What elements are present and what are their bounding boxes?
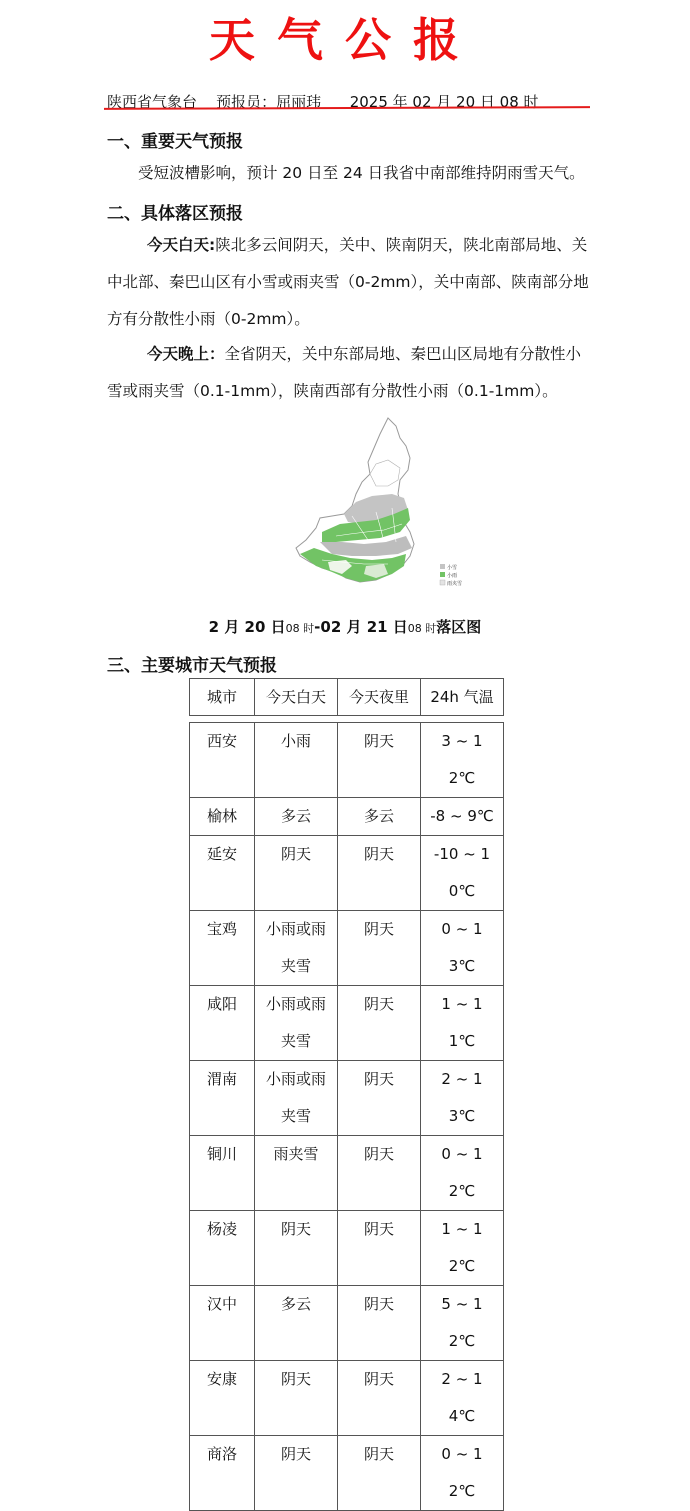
legend-swatch-snow [440,564,445,569]
night-weather-cell [338,1436,421,1511]
day-weather-cell [255,1136,338,1211]
spacer-cell [421,716,504,723]
table-row [190,986,504,1061]
city-cell [190,1211,255,1286]
spacer-cell [338,716,421,723]
forecast-day-paragraph [107,227,592,338]
table-row [190,723,504,798]
day-weather-cell [255,1061,338,1136]
table-row [190,1436,504,1511]
temperature-cell [421,1436,504,1511]
table-row [190,1136,504,1211]
day-weather-cell-text: 阴天 [280,845,311,863]
header-temp: 24h 气温 [421,679,504,716]
table-row [190,1211,504,1286]
city-cell-text: 商洛 [206,1445,237,1463]
caption-part: -02 月 21 日 [314,618,408,636]
night-weather-cell [338,1361,421,1436]
day-weather-cell [255,1211,338,1286]
header-city: 城市 [190,679,255,716]
night-weather-cell [338,1061,421,1136]
forecast-day-label: 今天白天: [147,236,216,254]
table-spacer-row [190,716,504,723]
day-weather-cell [255,1361,338,1436]
temperature-cell [421,1361,504,1436]
night-weather-cell-text: 阴天 [363,1445,394,1463]
legend-label-snow: 小雪 [447,565,458,571]
temperature-cell-text: -10 ~ 10℃ [433,845,491,900]
night-weather-cell-text: 多云 [363,807,394,825]
day-weather-cell [255,1286,338,1361]
city-cell [190,986,255,1061]
night-weather-cell-text: 阴天 [363,732,394,750]
day-weather-cell [255,836,338,911]
city-cell-text: 延安 [206,845,237,863]
temperature-cell [421,723,504,798]
night-weather-cell [338,1286,421,1361]
issuer-forecaster: 预报员：屈丽玮 [216,93,322,111]
city-cell-text: 渭南 [206,1070,237,1088]
issuer-org: 陕西省气象台 [107,93,198,111]
day-weather-cell-text: 阴天 [280,1220,311,1238]
city-cell-text: 咸阳 [206,995,237,1013]
table-row [190,1061,504,1136]
city-cell-text: 宝鸡 [206,920,237,938]
map-caption [0,616,690,637]
city-cell-text: 汉中 [206,1295,237,1313]
forecast-night-paragraph [107,336,592,410]
city-cell-text: 榆林 [206,807,237,825]
bulletin-title: 天气公报 [209,13,481,67]
table-header-row [190,679,504,716]
header-day: 今天白天 [255,679,338,716]
day-weather-cell [255,798,338,836]
header-night: 今天夜里 [338,679,421,716]
temperature-cell-text: 5 ~ 12℃ [441,1295,483,1350]
night-weather-cell-text: 阴天 [363,1295,394,1313]
city-cell-text: 西安 [206,732,237,750]
section-2-heading: 二、具体落区预报 [107,204,243,224]
day-weather-cell [255,723,338,798]
section-3-heading: 三、主要城市天气预报 [107,656,277,676]
caption-part: 落区图 [436,618,482,636]
night-weather-cell [338,836,421,911]
temperature-cell-text: 0 ~ 12℃ [441,1145,483,1200]
night-weather-cell-text: 阴天 [363,845,394,863]
day-weather-cell-text: 小雨或雨夹雪 [265,1070,326,1125]
city-cell [190,836,255,911]
day-weather-cell-text: 小雨 [280,732,311,750]
map-legend [440,564,462,587]
temperature-cell-text: 0 ~ 12℃ [441,1445,483,1500]
city-cell [190,1136,255,1211]
temperature-cell-text: 1 ~ 11℃ [441,995,483,1050]
day-weather-cell-text: 阴天 [280,1370,311,1388]
city-cell-text: 铜川 [206,1145,237,1163]
table-row [190,911,504,986]
caption-part: 08 时 [285,622,315,635]
night-weather-cell-text: 阴天 [363,1370,394,1388]
city-cell [190,1061,255,1136]
day-weather-cell-text: 小雨或雨夹雪 [265,920,326,975]
day-weather-cell [255,986,338,1061]
table-row [190,836,504,911]
city-cell-text: 杨凌 [206,1220,237,1238]
caption-part: 2 月 20 日 [208,618,286,636]
caption-part: 08 时 [407,622,437,635]
forecast-day-text: 陕北多云间阴天，关中、陕南阴天，陕北南部局地、关中北部、秦巴山区有小雪或雨夹雪（0-2mm），关中南部、陕南部分地方有分散性小雨（0-2mm）。 [107,236,589,328]
temperature-cell-text: 1 ~ 12℃ [441,1220,483,1275]
section-1-text: 受短波槽影响，预计 20 日至 24 日我省中南部维持阴雨雪天气。 [138,164,585,182]
city-forecast-table [189,678,504,1511]
city-cell-text: 安康 [206,1370,237,1388]
legend-label-rain: 小雨 [447,573,458,579]
night-weather-cell [338,723,421,798]
table-row [190,1286,504,1361]
legend-swatch-rain [440,572,445,577]
night-weather-cell-text: 阴天 [363,995,394,1013]
city-cell [190,1361,255,1436]
temperature-cell [421,986,504,1061]
temperature-cell-text: 3 ~ 12℃ [441,732,483,787]
night-weather-cell [338,911,421,986]
spacer-cell [190,716,255,723]
day-weather-cell-text: 小雨或雨夹雪 [265,995,326,1050]
night-weather-cell-text: 阴天 [363,1145,394,1163]
temperature-cell [421,798,504,836]
temperature-cell [421,911,504,986]
temperature-cell-text: 0 ~ 13℃ [441,920,483,975]
spacer-cell [255,716,338,723]
table-body [190,716,504,1511]
night-weather-cell-text: 阴天 [363,1070,394,1088]
legend-label-sleet: 雨夹雪 [447,581,463,587]
table-row [190,1361,504,1436]
day-weather-cell-text: 多云 [280,807,311,825]
city-cell [190,911,255,986]
temperature-cell-text: 2 ~ 13℃ [441,1070,483,1125]
city-cell [190,723,255,798]
night-weather-cell [338,1211,421,1286]
day-weather-cell [255,1436,338,1511]
temperature-cell [421,836,504,911]
legend-swatch-sleet [440,580,445,585]
night-weather-cell [338,986,421,1061]
day-weather-cell-text: 阴天 [280,1445,311,1463]
night-weather-cell-text: 阴天 [363,920,394,938]
forecast-night-label: 今天晚上： [147,345,225,363]
table-row [190,798,504,836]
forecast-area-map [292,416,463,594]
day-weather-cell-text: 雨夹雪 [273,1145,319,1163]
section-1-heading: 一、重要天气预报 [107,132,243,152]
temperature-cell-text: 2 ~ 14℃ [441,1370,483,1425]
temperature-cell-text: -8 ~ 9℃ [430,807,494,825]
night-weather-cell [338,1136,421,1211]
city-cell [190,798,255,836]
day-weather-cell-text: 多云 [280,1295,311,1313]
temperature-cell [421,1061,504,1136]
temperature-cell [421,1211,504,1286]
temperature-cell [421,1136,504,1211]
forecast-night-text: 全省阴天，关中东部局地、秦巴山区局地有分散性小雪或雨夹雪（0.1-1mm），陕南西部有分散性小雨（0.1-1mm）。 [107,345,582,400]
night-weather-cell-text: 阴天 [363,1220,394,1238]
city-cell [190,1286,255,1361]
night-weather-cell [338,798,421,836]
temperature-cell [421,1286,504,1361]
issuer-datetime: 2025 年 02 月 20 日 08 时 [349,93,539,111]
city-cell [190,1436,255,1511]
day-weather-cell [255,911,338,986]
